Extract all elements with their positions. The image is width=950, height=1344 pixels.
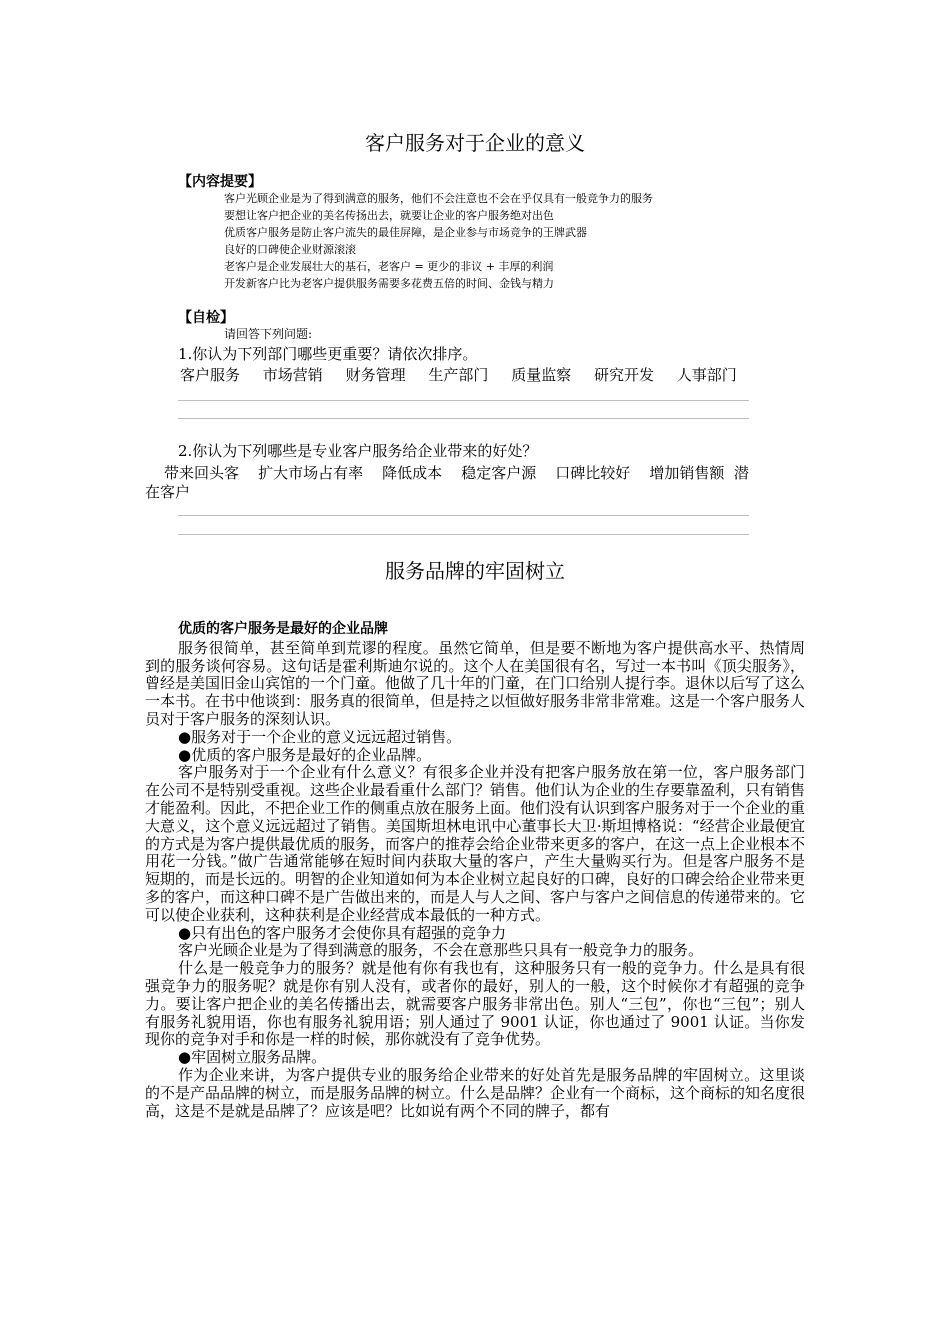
paragraph: 服务很简单，甚至简单到荒谬的程度。虽然它简单，但是要不断地为客户提供高水平、热情周到的服务谈何容易。这句话是霍利斯迪尔说的。这个人在美国很有名，写过一本书叫《顶尖服务》，曾经是美国旧金山宾馆的一个门童。他做了几十年的门童，在门口给别人提行李。退休以后写了这么一本书。在书中他谈到：服务真的很简单，但是持之以恒做好服务非常非常难。这是一个客户服务人员对于客户服务的深刻认识。 (145, 638, 806, 728)
summary-heading: 【内容提要】 (178, 174, 262, 190)
self-check-intro: 请回答下列问题: (224, 327, 313, 341)
answer-line (178, 515, 749, 516)
question-2-options-wrap: 在客户 (145, 483, 191, 501)
question-1: 1.你认为下列部门哪些更重要？请依次排序。 (178, 345, 478, 363)
answer-line (178, 400, 749, 401)
question-2-options: 带来回头客 扩大市场占有率 降低成本 稳定客户源 口碑比较好 增加销售额 潜 (164, 464, 749, 482)
summary-item: 良好的口碑使企业财源滚滚 (224, 243, 356, 256)
bullet-point: ●服务对于一个企业的意义远远超过销售。 (178, 727, 462, 746)
paragraph: 作为企业来讲，为客户提供专业的服务给企业带来的好处首先是服务品牌的牢固树立。这里谈的不是产品品牌的树立，而是服务品牌的树立。什么是品牌？企业有一个商标，这个商标的知名度很高，这是不是就是品牌了？应该是吧？比如说有两个不同的牌子，都有 (145, 1065, 806, 1120)
paragraph: 客户光顾企业是为了得到满意的服务，不会在意那些只具有一般竞争力的服务。 (178, 941, 704, 960)
bullet-point: ●只有出色的客户服务才会使你具有超强的竞争力 (178, 923, 507, 942)
paragraph: 客户服务对于一个企业有什么意义？有很多企业并没有把客户服务放在第一位，客户服务部门在公司不是特别受重视。这些企业最看重什么部门？销售。他们认为企业的生存要靠盈利，只有销售才能盈利。因此，不把企业工作的侧重点放在服务上面。他们没有认识到客户服务对于一个企业的重大意义，这个意义远远超过了销售。美国斯坦林电讯中心董事长大卫·斯坦博格说：“经营企业最便宜的方式是为客户提供最优质的服务，而客户的推荐会给企业带来更多的客户，在这一点上企业根本不用花一分钱。”做广告通常能够在短时间内获取大量的客户，产生大量购买行为。但是客户服务不是短期的，而是长远的。明智的企业知道如何为本企业树立起良好的口碑，良好的口碑会给企业带来更多的客户，而这种口碑不是广告做出来的，而是人与人之间、客户与客户之间信息的传递带来的。它可以使企业获利，这种获利是企业经营成本最低的一种方式。 (145, 763, 806, 924)
section-title-1: 客户服务对于企业的意义 (365, 131, 585, 155)
answer-line (178, 534, 749, 535)
option-item: 质量监察 (511, 366, 572, 384)
paragraph: 什么是一般竞争力的服务？就是他有你有我也有，这种服务只有一般的竞争力。什么是具有很强竞争力的服务呢？就是你有别人没有，或者你的最好，别人的一般，这个时候你才有超强的竞争力。要让客户把企业的美名传播出去，就需要客户服务非常出色。别人“三包”，你也“三包”；别人有服务礼貌用语，你也有服务礼貌用语；别人通过了 9001 认证，你也通过了 9001 认证。当你发现你的竞争对手和你是一样的时候，那你就没有了竞争优势。 (145, 959, 805, 1049)
question-1-options (180, 364, 755, 385)
summary-item: 老客户是企业发展壮大的基石，老客户 = 更少的非议 + 丰厚的利润 (224, 260, 554, 273)
summary-item: 客户光顾企业是为了得到满意的服务，他们不会注意也不会在乎仅具有一般竞争力的服务 (224, 192, 653, 205)
option-item: 研究开发 (593, 366, 654, 384)
question-2: 2.你认为下列哪些是专业客户服务给企业带来的好处？ (178, 442, 538, 460)
bullet-point: ●优质的客户服务是最好的企业品牌。 (178, 745, 432, 764)
option-item: 人事部门 (676, 366, 737, 384)
self-check-heading: 【自检】 (178, 310, 234, 326)
article-body (145, 621, 805, 1120)
bullet-point: ●牢固树立服务品牌。 (178, 1048, 327, 1067)
option-item: 客户服务 (180, 366, 241, 384)
summary-item: 优质客户服务是防止客户流失的最佳屏障，是企业参与市场竞争的王牌武器 (224, 226, 587, 239)
summary-item: 要想让客户把企业的美名传扬出去，就要让企业的客户服务绝对出色 (224, 209, 554, 222)
summary-list (224, 190, 653, 292)
section-title-2: 服务品牌的牢固树立 (385, 559, 565, 583)
option-item: 财务管理 (345, 366, 406, 384)
option-item: 市场营销 (262, 366, 323, 384)
option-item: 生产部门 (428, 366, 489, 384)
article-subheading: 优质的客户服务是最好的企业品牌 (178, 621, 388, 637)
answer-line (178, 418, 749, 419)
summary-item: 开发新客户比为老客户提供服务需要多花费五倍的时间、金钱与精力 (224, 277, 554, 290)
